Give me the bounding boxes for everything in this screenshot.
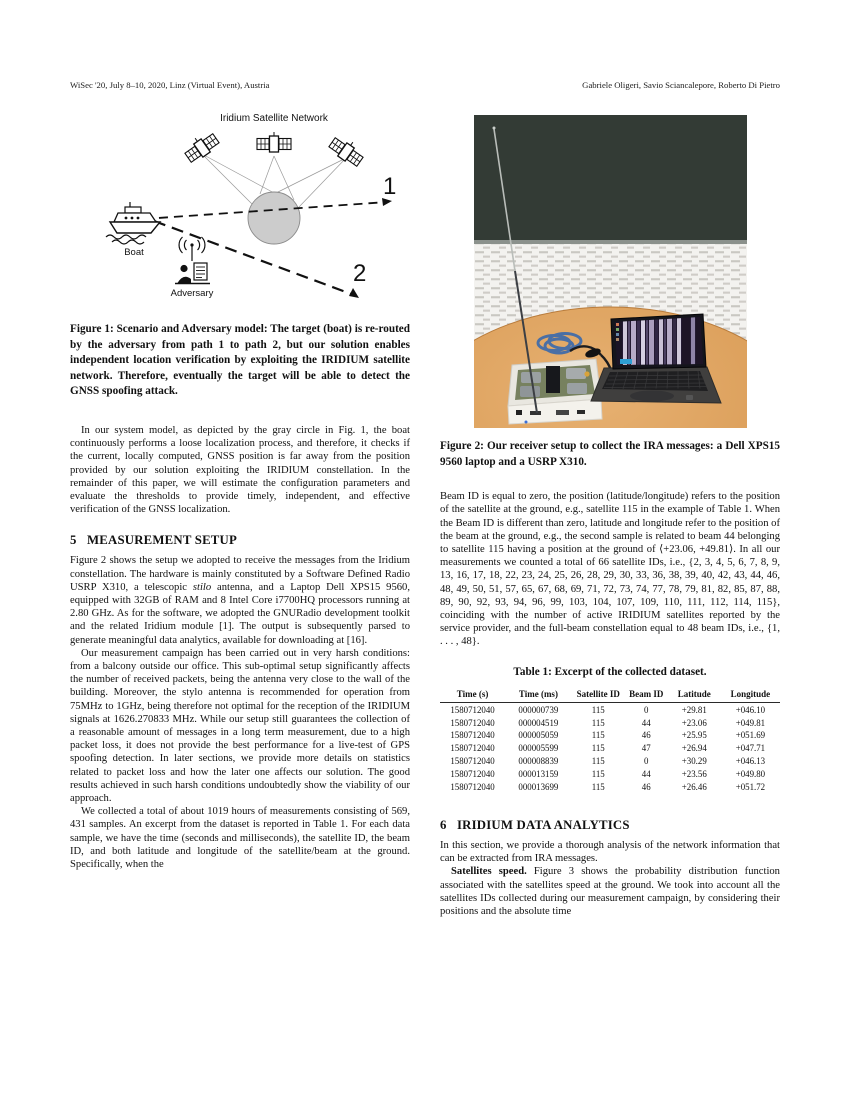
right-column	[440, 115, 780, 918]
table-row: 1580712040 000004519 115 44 +23.06 +049.81	[450, 717, 766, 728]
earth-circle	[248, 192, 300, 244]
continuation-paragraph: Beam ID is equal to zero, the position (latitude/longitude) refers to the position of the satellite at the ground, e.g., satellite 115 in the example of Table 1. When the Beam ID is different than zero, latitude and longitude refer to the position of the beam at the ground, e.g., the second sample is related to beam 44 belonging to satellite 115 having a position at the ground of ⟨+23.06, +49.81⟩. In all our measurements we counted a total of 66 satellite IDs, i.e., {2, 3, 4, 5, 6, 7, 8, 9, 13, 16, 17, 18, 22, 23, 24, 25, 26, 28, 29, 30, 33, 36, 38, 39, 40, 42, 43, 44, 46, 48, 49, 50, 51, 57, 65, 67, 68, 69, 71, 72, 73, 74, 77, 78, 79, 81, 82, 85, 87, 88, 89, 90, 92, 93, 94, 96, 99, 103, 104, 107, 109, 110, 111, 112, 114, 115}, coinciding with the number of active IRIDIUM satellites reported by the service provider, and the full-beam constellation equal to 48 beam IDs, i.e., {1, . . . , 48}.	[440, 491, 780, 648]
col-longitude: Longitude	[721, 688, 780, 703]
adversary-icon	[175, 237, 210, 284]
running-header	[70, 80, 780, 90]
header-authors: Gabriele Oligeri, Savio Sciancalepore, Roberto Di Pietro	[582, 80, 780, 90]
chalk-tray	[474, 240, 747, 244]
satellite-right-icon	[327, 132, 366, 168]
chalkboard	[474, 115, 747, 243]
section5-paragraph1: Figure 2 shows the setup we adopted to receive the messages from the Iridium constellation. The hardware is mainly constituted by a Software Defined Radio USRP X310, a telescopic stilo antenna, and a Laptop Dell XPS15 9560, equipped with 32GB of RAM and 8 Intel Core i7700HQ processors running at 2.80 GHz. As for the software, we adopted the GNURadio development toolkit and the related Iridium module [1]. The output is subsequently parsed to generate meaningful data analytics, available for downloading at [16].	[70, 555, 410, 646]
path2-label: 2	[353, 260, 367, 287]
boat-label: Boat	[124, 247, 144, 258]
section6-paragraph2: Satellites speed. Figure 3 shows the probability distribution function associated with the satellites speed at the ground. We took into account all the satellites IDs collected during our measurement campaign, by considering their positions and the absolute time	[440, 866, 780, 918]
table-row: 1580712040 000008839 115 0 +30.29 +046.13	[450, 756, 766, 767]
header-conference: WiSec '20, July 8–10, 2020, Linz (Virtual Event), Austria	[70, 80, 270, 90]
section6-paragraph1: In this section, we provide a thorough analysis of the network information that can be extracted from IRA messages.	[440, 840, 780, 865]
table1-caption: Table 1: Excerpt of the collected dataset.	[513, 665, 707, 678]
section6-heading	[440, 818, 780, 833]
figure2-caption: Figure 2: Our receiver setup to collect the IRA messages: a Dell XPS15 9560 laptop and a USRP X310.	[440, 440, 780, 468]
section6-number: 6	[440, 818, 447, 833]
section5-paragraph2: Our measurement campaign has been carried out in very harsh conditions: from a balcony outside our office. This sub-optimal setup significantly affects the number of received packets, being the antenna very close to the wall of the building. Moreover, the stylo antenna is recommended for operation from 75MHz to 1GHz, being therefore not optimal for the reception of the IRIDIUM signals at 1626.270833 MHz. While our setup still guarantees the collection of a reasonable amount of messages in a long term measurement, due to a high packet loss, it does not provide the best performance for a live-test of GPS spoofing detection. In later sections, we provide more details on statistics related to packet loss and how the later one affects our solution. The good results achieved in such harsh conditions undoubtedly show the viability of our approach.	[70, 647, 410, 805]
table-row: 1580712040 000005599 115 47 +26.94 +047.71	[450, 743, 766, 754]
satellites-speed-lead: Satellites speed.	[451, 866, 527, 878]
section5-number: 5	[70, 533, 77, 548]
boat-icon	[106, 202, 160, 244]
col-time-ms: Time (ms)	[505, 688, 572, 703]
usrp-x310	[508, 359, 602, 424]
table-row: 1580712040 000005059 115 46 +25.95 +051.69	[450, 730, 766, 741]
figure2-photo	[474, 115, 747, 428]
adversary-label: Adversary	[170, 288, 214, 299]
left-column	[70, 106, 410, 871]
table-header-row	[440, 688, 780, 703]
table-row: 1580712040 000013159 115 44 +23.56 +049.80	[450, 769, 766, 780]
diagram-title: Iridium Satellite Network	[220, 113, 328, 124]
intro-paragraph: In our system model, as depicted by the gray circle in Fig. 1, the boat continuously performs a loose localization process, and therefore, it checks if the current, locally computed, GNSS position is far away from the position provided by our solution exploiting the IRIDIUM constellation. In the remainder of this paper, we will estimate the configuration parameters and evaluate the thresholds to provide timely, independent, and effective verification of the GNSS localization.	[70, 424, 410, 516]
col-time-s: Time (s)	[440, 688, 505, 703]
satellite-left-icon	[181, 128, 220, 164]
dataset-table	[440, 688, 780, 794]
satellite-center-icon	[257, 132, 291, 152]
col-satellite-id: Satellite ID	[572, 688, 625, 703]
stilo-italic: stilo	[192, 581, 212, 593]
section5-title: MEASUREMENT SETUP	[87, 533, 237, 548]
laptop-trackpad	[630, 391, 674, 402]
figure1-diagram	[70, 106, 410, 306]
table-row: 1580712040 000000739 115 0 +29.81 +046.10	[450, 704, 766, 715]
dataset-table-body	[440, 703, 780, 794]
figure1-caption: Figure 1: Scenario and Adversary model: The target (boat) is re-routed by the adversary from path 1 to path 2, but our solution enables independent location verification by exploiting the IRIDIUM satellite network. Therefore, eventually the target will be able to detect the GNSS spoofing attack.	[70, 323, 410, 398]
section6-title: IRIDIUM DATA ANALYTICS	[457, 818, 630, 833]
col-latitude: Latitude	[668, 688, 721, 703]
section5-paragraph3: We collected a total of about 1019 hours of measurements consisting of 569, 431 samples. An excerpt from the dataset is reported in Table 1. For each data sample, we have the time (seconds and milliseconds), the satellite ID, the beam ID, and both latitude and longitude of the satellite/beam at the ground. Specifically, when the	[70, 806, 410, 871]
table-row: 1580712040 000013699 115 46 +26.46 +051.72	[450, 782, 766, 793]
section5-heading	[70, 533, 410, 548]
path1-label: 1	[383, 173, 397, 200]
dell-logo	[686, 395, 693, 400]
col-beam-id: Beam ID	[625, 688, 668, 703]
